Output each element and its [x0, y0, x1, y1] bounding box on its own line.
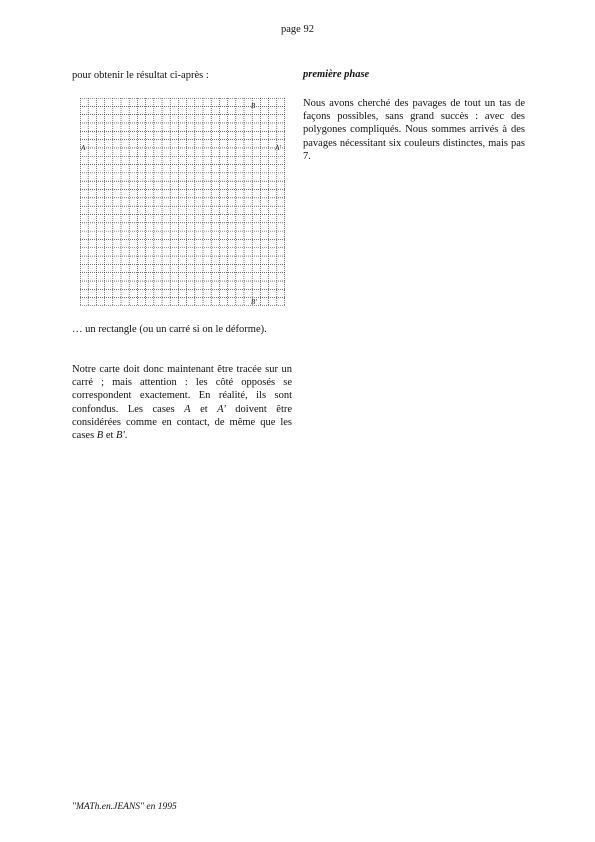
cell-label-B: B — [251, 102, 256, 110]
note-cell-A-prime: A' — [217, 403, 226, 415]
section-heading: première phase — [303, 69, 370, 80]
square-grid-figure — [80, 98, 285, 306]
note-cell-A: A — [184, 403, 191, 415]
page-number: page 92 — [281, 24, 314, 35]
cell-label-A: A — [81, 144, 86, 152]
intro-text: pour obtenir le résultat ci-après : — [72, 70, 209, 81]
cell-label-A-prime: A' — [275, 144, 281, 152]
note-text-5: . — [124, 430, 128, 442]
note-cell-B: B — [96, 430, 104, 442]
paragraph-first-phase: Nous avons cherché des pavages de tout un tas de façons possibles, sans grand succès : avec des polygones compliqués. Nous sommes arrivés à des pavages nécessitant six couleurs distinctes, mais pas 7. — [303, 98, 525, 162]
grid-lines — [80, 98, 285, 306]
paragraph-rectangle: … un rectangle (ou un carré si on le déforme). — [72, 324, 267, 335]
note-text-4: et — [103, 430, 117, 442]
note-text-1: Notre carte doit donc maintenant être tracée sur un carré ; mais attention : les côté opposés se correspondent exactement. En réalité, ils sont confondus. Les cases — [72, 364, 292, 415]
grid-svg — [80, 98, 285, 306]
paragraph-note — [72, 363, 292, 442]
cell-label-B-prime: B' — [251, 298, 257, 306]
note-text-2: et — [190, 403, 218, 415]
note-cell-B-prime: B' — [116, 430, 125, 442]
note-text-3: doivent être considérées comme en contact, de même que les cases — [72, 403, 293, 442]
footer-text: "MATh.en.JEANS" en 1995 — [72, 802, 177, 812]
